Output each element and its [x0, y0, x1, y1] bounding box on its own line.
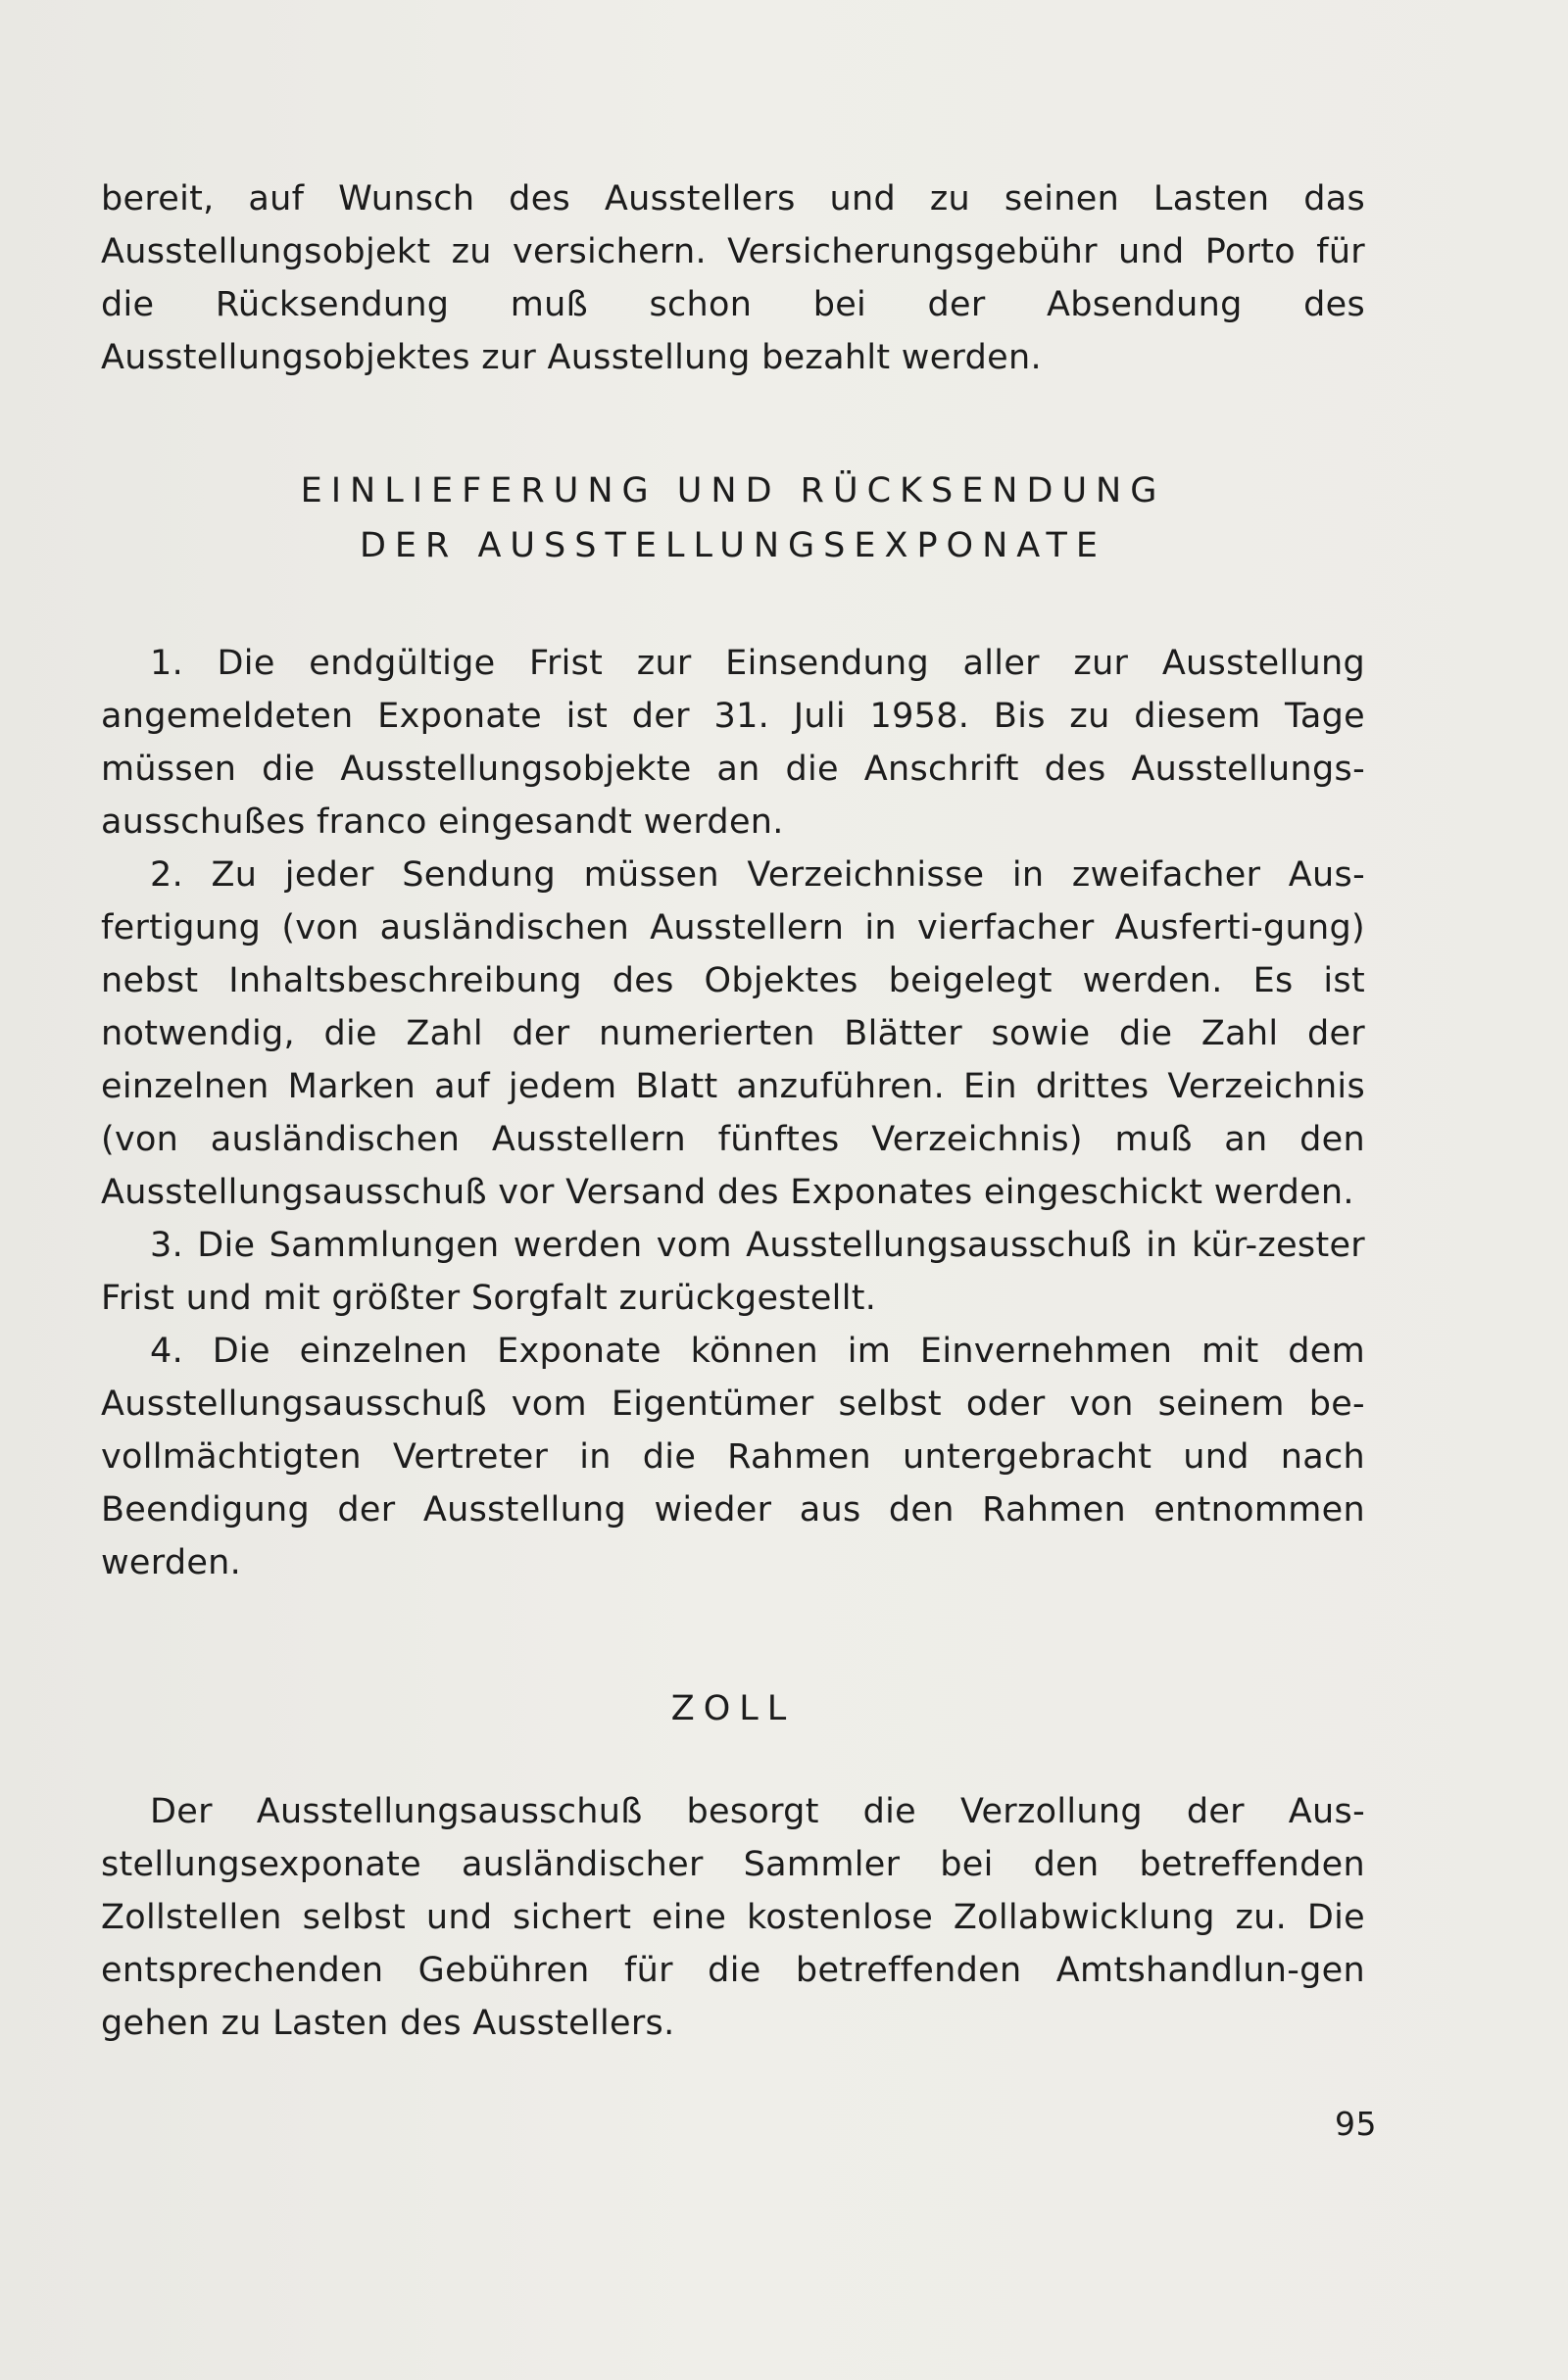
page-number: 95: [1335, 2105, 1377, 2143]
section-heading-zoll: [101, 1681, 1365, 1736]
zoll-paragraph-block: [101, 1785, 1365, 2050]
section-heading-einlieferung: [101, 463, 1365, 573]
item-4: 4. Die einzelnen Exponate können im Einvernehmen mit dem Ausstellungsausschuß vom Eigentümer selbst oder von seinem be-vollmächtigten Vertreter in die Rahmen untergebracht und nach Beendigung der Ausstellung wieder aus den Rahmen entnommen werden.: [101, 1332, 1365, 1582]
heading-line-2: DER AUSSTELLUNGSEXPONATE: [359, 526, 1107, 565]
zoll-heading-text: ZOLL: [670, 1689, 796, 1728]
zoll-paragraph: Der Ausstellungsausschuß besorgt die Verzollung der Aus-stellungsexponate ausländischer Sammler bei den betreffenden Zollstellen selbst und sichert eine kostenlose Zollabwicklung zu. Die entsprechenden Gebühren für die betreffenden Amtshandlun-gen gehen zu Lasten des Ausstellers.: [101, 1792, 1365, 2043]
item-1: 1. Die endgültige Frist zur Einsendung aller zur Ausstellung angemeldeten Exponate ist der 31. Juli 1958. Bis zu diesem Tage müssen die Ausstellungsobjekte an die Anschrift des Ausstellungs-ausschußes franco eingesandt werden.: [101, 644, 1365, 842]
einlieferung-items: [101, 637, 1365, 1589]
intro-paragraph-block: [101, 172, 1365, 384]
item-2: 2. Zu jeder Sendung müssen Verzeichnisse in zweifacher Aus-fertigung (von ausländischen Ausstellern in vierfacher Ausferti-gung) nebst Inhaltsbeschreibung des Objektes beigelegt werden. Es ist notwendig, die Zahl der numerierten Blätter sowie die Zahl der einzelnen Marken auf jedem Blatt anzuführen. Ein drittes Verzeichnis (von ausländischen Ausstellern fünftes Verzeichnis) muß an den Ausstellungsausschuß vor Versand des Exponates eingeschickt werden.: [101, 855, 1365, 1212]
intro-paragraph: bereit, auf Wunsch des Ausstellers und zu seinen Lasten das Ausstellungsobjekt zu versichern. Versicherungsgebühr und Porto für die Rücksendung muß schon bei der Absendung des Ausstellungsobjektes zur Ausstellung bezahlt werden.: [101, 179, 1365, 377]
heading-line-1: EINLIEFERUNG UND RÜCKSENDUNG: [300, 471, 1166, 510]
item-3: 3. Die Sammlungen werden vom Ausstellungsausschuß in kür-zester Frist und mit größter Sorgfalt zurückgestellt.: [101, 1226, 1365, 1318]
